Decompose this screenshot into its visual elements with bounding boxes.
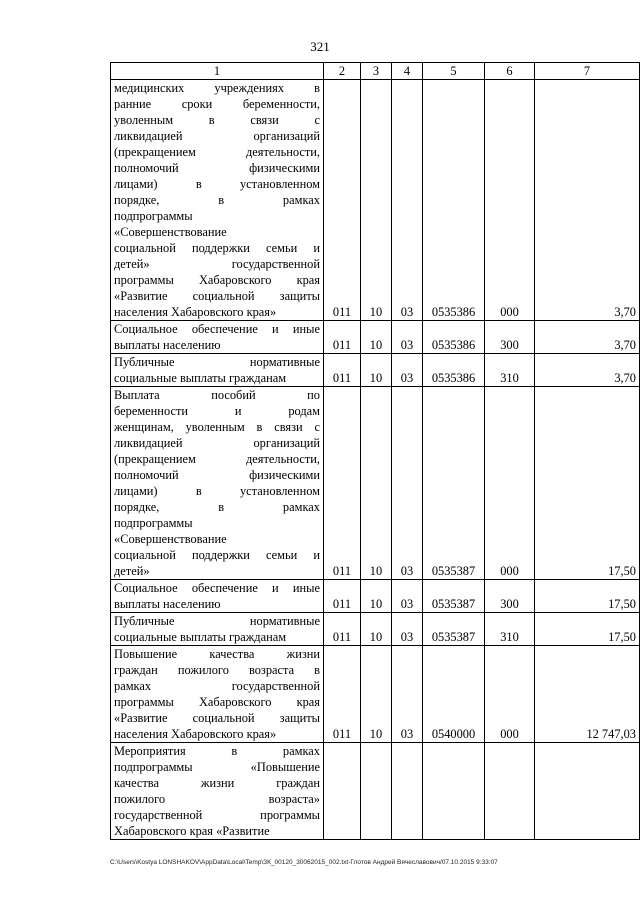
description-line: лицами) в установленном [114,177,320,191]
row-description [111,80,324,321]
table-row [111,743,640,840]
description-line: порядке, в рамках [114,500,320,514]
row-cell-c2: 011 [324,580,361,613]
header-col-6: 6 [485,63,535,80]
row-cell-c4: 03 [392,580,423,613]
description-line: детей» [114,564,150,578]
description-line: рамках государственной [114,679,320,693]
description-line: социальной поддержки семьи и [114,548,320,562]
row-cell-c4 [392,743,423,840]
row-description [111,646,324,743]
row-cell-c3 [361,743,392,840]
row-cell-c7: 17,50 [535,387,640,580]
row-cell-c4: 03 [392,646,423,743]
description-line: уволенным в связи с [114,113,320,127]
description-line: государственной программы [114,808,320,822]
row-cell-c3: 10 [361,387,392,580]
row-description [111,613,324,646]
table-row [111,321,640,354]
row-cell-c6: 310 [485,354,535,387]
row-cell-c6: 000 [485,387,535,580]
header-row [111,63,640,80]
row-cell-c3: 10 [361,80,392,321]
description-line: подпрограммы «Повышение [114,760,320,774]
row-cell-c7: 3,70 [535,354,640,387]
description-line: беременности и родам [114,404,320,418]
description-line: подпрограммы [114,209,193,223]
description-line: граждан пожилого возраста в [114,663,320,677]
header-col-5: 5 [423,63,485,80]
description-line: программы Хабаровского края [114,273,320,287]
row-cell-c4: 03 [392,80,423,321]
description-line: пожилого возраста» [114,792,320,806]
row-cell-c3: 10 [361,354,392,387]
header-col-3: 3 [361,63,392,80]
description-line: Публичные нормативные [114,614,320,628]
description-line: социальные выплаты гражданам [114,630,287,644]
footer-file-path: C:\Users\Kostya LONSHAKOV\AppData\Local\Temp\ЗК_00120_30062015_002.txt-Глотов Андрей Вячеславович/07.10.2015 9:33:07 [110,859,498,866]
row-cell-c5: 0535386 [423,80,485,321]
row-cell-c3: 10 [361,646,392,743]
header-col-2: 2 [324,63,361,80]
header-col-4: 4 [392,63,423,80]
row-cell-c7: 3,70 [535,321,640,354]
description-line: Мероприятия в рамках [114,744,320,758]
row-cell-c2: 011 [324,321,361,354]
description-line: детей» государственной [114,257,320,271]
row-cell-c6: 300 [485,580,535,613]
description-line: полномочий физическими [114,468,320,482]
description-line: социальной поддержки семьи и [114,241,320,255]
row-cell-c7 [535,743,640,840]
row-cell-c5: 0540000 [423,646,485,743]
row-cell-c5 [423,743,485,840]
row-cell-c2: 011 [324,646,361,743]
row-cell-c7: 12 747,03 [535,646,640,743]
description-line: «Развитие социальной защиты [114,289,320,303]
row-cell-c4: 03 [392,354,423,387]
row-cell-c2: 011 [324,613,361,646]
description-line: (прекращением деятельности, [114,452,320,466]
row-cell-c6: 310 [485,613,535,646]
table-row [111,354,640,387]
row-cell-c7: 17,50 [535,613,640,646]
row-cell-c3: 10 [361,580,392,613]
row-cell-c3: 10 [361,613,392,646]
description-line: «Совершенствование [114,225,227,239]
description-line: Социальное обеспечение и иные [114,581,320,595]
description-line: женщинам, уволенным в связи с [114,420,320,434]
description-line: «Совершенствование [114,532,227,546]
row-description [111,354,324,387]
row-cell-c5: 0535387 [423,580,485,613]
row-cell-c7: 17,50 [535,580,640,613]
description-line: Публичные нормативные [114,355,320,369]
description-line: медицинских учреждениях в [114,81,320,95]
description-line: Выплата пособий по [114,388,320,402]
header-col-1: 1 [111,63,324,80]
description-line: Социальное обеспечение и иные [114,322,320,336]
description-line: подпрограммы [114,516,193,530]
row-cell-c6: 000 [485,646,535,743]
description-line: выплаты населению [114,597,221,611]
description-line: Повышение качества жизни [114,647,320,661]
description-line: ранние сроки беременности, [114,97,320,111]
table-row [111,646,640,743]
table-row [111,80,640,321]
description-line: качества жизни граждан [114,776,320,790]
description-line: программы Хабаровского края [114,695,320,709]
row-description [111,321,324,354]
description-line: ликвидацией организаций [114,436,320,450]
row-cell-c4: 03 [392,613,423,646]
row-cell-c3: 10 [361,321,392,354]
description-line: (прекращением деятельности, [114,145,320,159]
description-line: «Развитие социальной защиты [114,711,320,725]
row-cell-c2: 011 [324,387,361,580]
row-cell-c5: 0535387 [423,613,485,646]
table-row [111,387,640,580]
row-cell-c5: 0535387 [423,387,485,580]
description-line: населения Хабаровского края» [114,305,277,319]
header-col-7: 7 [535,63,640,80]
row-cell-c2 [324,743,361,840]
row-description [111,387,324,580]
row-description [111,580,324,613]
table-row [111,613,640,646]
row-cell-c6: 000 [485,80,535,321]
row-cell-c6 [485,743,535,840]
description-line: выплаты населению [114,338,221,352]
table-row [111,580,640,613]
budget-table [110,62,640,840]
row-description [111,743,324,840]
description-line: Хабаровского края «Развитие [114,824,270,838]
page-number: 321 [310,39,330,54]
description-line: населения Хабаровского края» [114,727,277,741]
description-line: порядке, в рамках [114,193,320,207]
row-cell-c4: 03 [392,387,423,580]
description-line: полномочий физическими [114,161,320,175]
row-cell-c5: 0535386 [423,321,485,354]
description-line: ликвидацией организаций [114,129,320,143]
description-line: лицами) в установленном [114,484,320,498]
row-cell-c2: 011 [324,80,361,321]
row-cell-c2: 011 [324,354,361,387]
row-cell-c5: 0535386 [423,354,485,387]
description-line: социальные выплаты гражданам [114,371,287,385]
row-cell-c7: 3,70 [535,80,640,321]
row-cell-c4: 03 [392,321,423,354]
row-cell-c6: 300 [485,321,535,354]
